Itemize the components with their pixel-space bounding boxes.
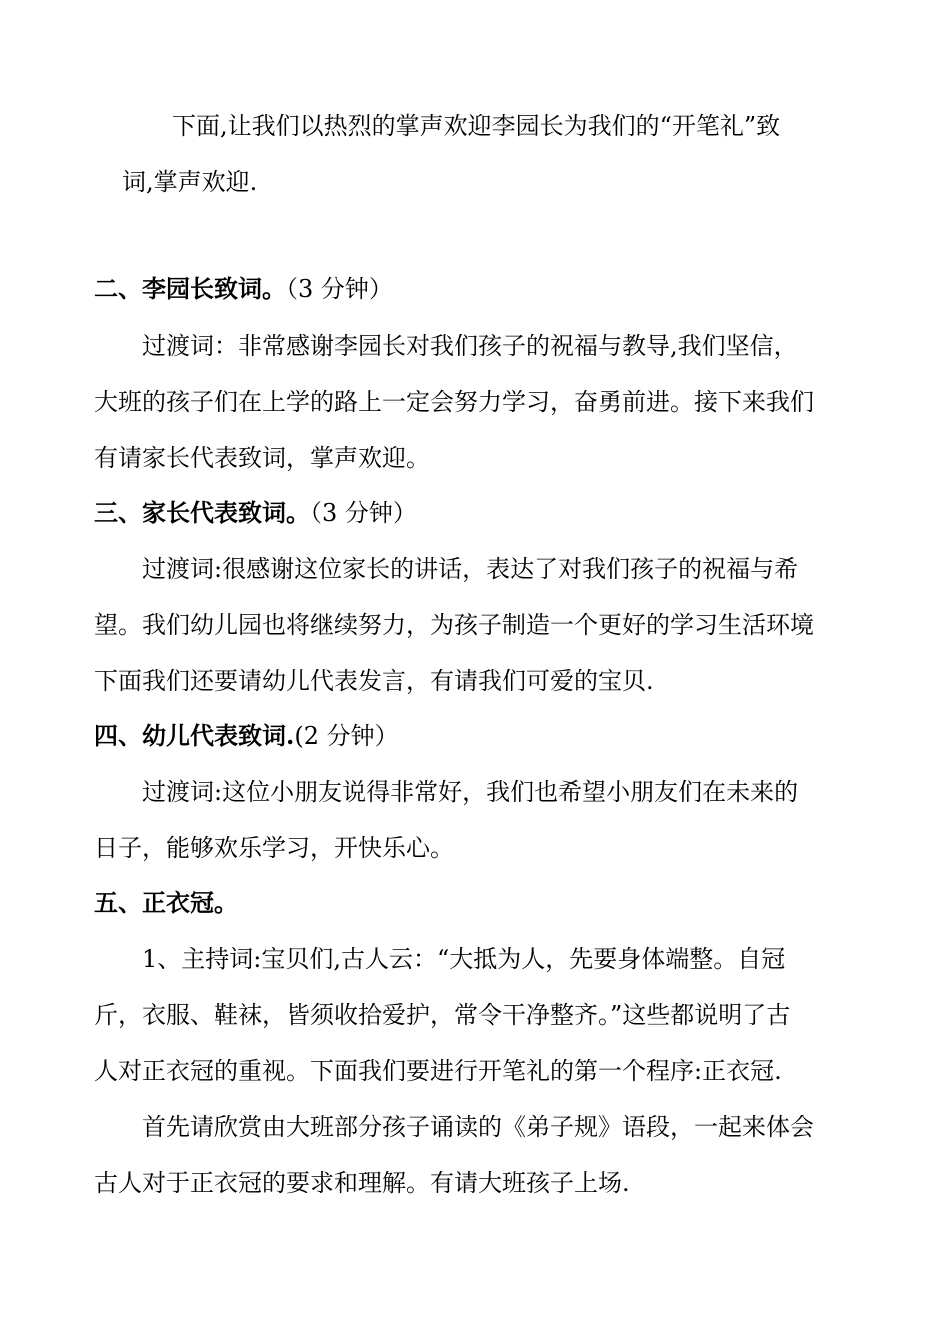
section-2-line-1: 过渡词：非常感谢李园长对我们孩子的祝福与教导,我们坚信， (142, 332, 798, 360)
intro-line-2: 词,掌声欢迎. (122, 168, 258, 196)
section-2-line-3: 有请家长代表致词，掌声欢迎。 (94, 444, 430, 472)
section-4-title: 四、幼儿代表致词. (94, 721, 295, 750)
section-2-line-2: 大班的孩子们在上学的路上一定会努力学习，奋勇前进。接下来我们 (94, 388, 814, 416)
section-3-heading (94, 497, 417, 529)
section-5-line-2: 斤，衣服、鞋袜，皆须收拾爱护，常令干净整齐。”这些都说明了古 (94, 1001, 791, 1029)
section-5-line-3: 人对正衣冠的重视。下面我们要进行开笔礼的第一个程序:正衣冠. (94, 1057, 782, 1085)
section-2-duration: （3 分钟） (286, 275, 393, 303)
intro-line-1: 下面,让我们以热烈的掌声欢迎李园长为我们的“开笔礼”致 (172, 112, 781, 140)
section-5-line-1: 1、主持词:宝贝们,古人云：“大抵为人，先要身体端整。自冠 (142, 945, 786, 973)
section-3-line-2: 望。我们幼儿园也将继续努力，为孩子制造一个更好的学习生活环境 (94, 611, 814, 639)
section-5-title: 五、正衣冠。 (94, 888, 238, 917)
section-5-line-5: 古人对于正衣冠的要求和理解。有请大班孩子上场. (94, 1169, 630, 1197)
section-2-heading (94, 273, 393, 305)
section-2-title: 二、李园长致词。 (94, 274, 286, 303)
section-4-line-1: 过渡词:这位小朋友说得非常好，我们也希望小朋友们在未来的 (142, 778, 799, 806)
section-3-duration: （3 分钟） (310, 499, 417, 527)
section-4-duration: (2 分钟） (294, 722, 399, 750)
section-3-line-3: 下面我们还要请幼儿代表发言，有请我们可爱的宝贝. (94, 667, 654, 695)
section-3-line-1: 过渡词:很感谢这位家长的讲话，表达了对我们孩子的祝福与希 (142, 555, 799, 583)
section-5-heading (94, 887, 238, 919)
section-4-heading (94, 720, 399, 752)
section-5-line-4: 首先请欣赏由大班部分孩子诵读的《弟子规》语段，一起来体会 (142, 1113, 814, 1141)
section-4-line-2: 日子，能够欢乐学习，开快乐心。 (94, 834, 454, 862)
section-3-title: 三、家长代表致词。 (94, 498, 310, 527)
